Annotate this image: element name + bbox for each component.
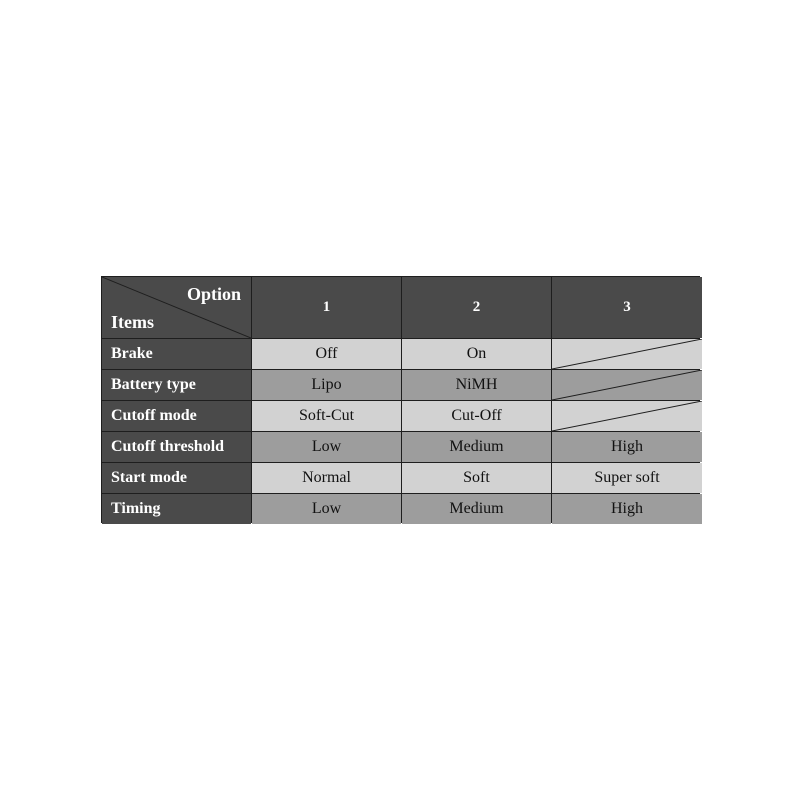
table-cell: Lipo <box>252 370 401 400</box>
settings-table <box>101 276 700 523</box>
not-applicable-cell <box>552 339 702 369</box>
table-cell: Medium <box>402 494 551 524</box>
slash-mark <box>552 401 702 431</box>
slash-mark <box>552 370 702 400</box>
row-label-cutoff-threshold: Cutoff threshold <box>102 432 251 462</box>
table-cell: Medium <box>402 432 551 462</box>
slash-mark <box>552 339 702 369</box>
option-heading: Option <box>186 284 241 304</box>
table-cell: Soft <box>402 463 551 493</box>
corner-header-cell <box>102 277 251 338</box>
table-cell: Cut-Off <box>402 401 551 431</box>
not-applicable-cell <box>552 370 702 400</box>
table-cell: On <box>402 339 551 369</box>
table-cell: High <box>552 432 702 462</box>
items-heading: Items <box>111 312 154 332</box>
not-applicable-cell <box>552 401 702 431</box>
table-cell: Off <box>252 339 401 369</box>
row-label-brake: Brake <box>102 339 251 369</box>
table-cell: NiMH <box>402 370 551 400</box>
column-header-3: 3 <box>552 277 702 338</box>
table-cell: Low <box>252 494 401 524</box>
table-cell: Super soft <box>552 463 702 493</box>
table-cell: Normal <box>252 463 401 493</box>
table-cell: High <box>552 494 702 524</box>
row-label-battery-type: Battery type <box>102 370 251 400</box>
row-label-cutoff-mode: Cutoff mode <box>102 401 251 431</box>
row-label-start-mode: Start mode <box>102 463 251 493</box>
column-header-2: 2 <box>402 277 551 338</box>
table-cell: Low <box>252 432 401 462</box>
table-cell: Soft-Cut <box>252 401 401 431</box>
column-header-1: 1 <box>252 277 401 338</box>
row-label-timing: Timing <box>102 494 251 524</box>
